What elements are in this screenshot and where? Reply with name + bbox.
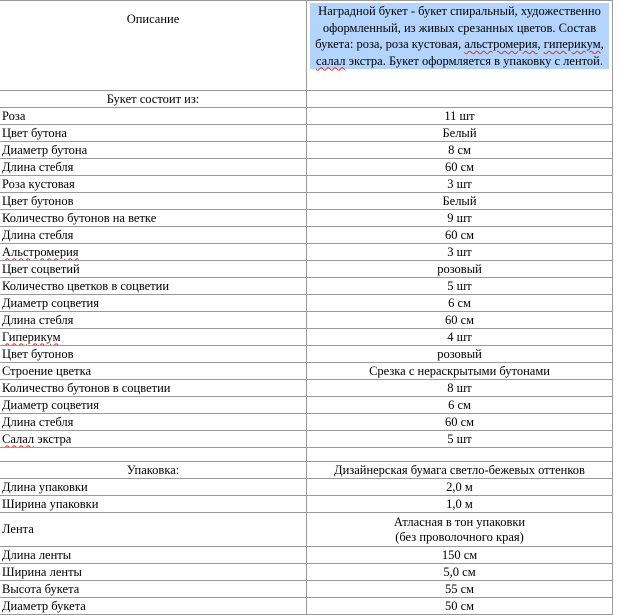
spellcheck-flagged-word: Салал xyxy=(2,431,35,446)
row-label-text: Роза кустовая xyxy=(2,176,75,191)
table-row xyxy=(0,397,613,414)
row-value xyxy=(307,513,613,547)
row-label-text: Цвет бутонов xyxy=(2,193,74,208)
composition-title-value xyxy=(307,91,613,108)
row-value: Срезка с нераскрытыми бутонами xyxy=(307,363,613,380)
table-row xyxy=(0,142,613,159)
description-fragment: экстра. Букет оформляется в упаковку с лентой. xyxy=(345,53,603,68)
row-label-text: Цвет бутона xyxy=(2,125,67,140)
row-value: 8 см xyxy=(307,142,613,159)
description-text-selected[interactable] xyxy=(310,3,609,69)
table-row xyxy=(0,564,613,581)
row-value: 50 см xyxy=(307,598,613,615)
row-label xyxy=(0,193,307,210)
row-label-text: Количество бутонов в соцветии xyxy=(2,380,171,395)
table-row xyxy=(0,278,613,295)
row-label xyxy=(0,397,307,414)
row-label: Лента xyxy=(0,513,307,547)
table-row xyxy=(0,312,613,329)
row-label: Длина упаковки xyxy=(0,479,307,496)
row-label xyxy=(0,159,307,176)
row-label xyxy=(0,142,307,159)
row-label-text: Длина стебля xyxy=(2,159,74,174)
table-row xyxy=(0,380,613,397)
row-label xyxy=(0,363,307,380)
table-row xyxy=(0,261,613,278)
row-value: 5 шт xyxy=(307,431,613,448)
header-row xyxy=(0,1,613,91)
row-label xyxy=(0,278,307,295)
row-label xyxy=(0,414,307,431)
table-row xyxy=(0,244,613,261)
row-label xyxy=(0,380,307,397)
table-row xyxy=(0,547,613,564)
row-value: розовый xyxy=(307,346,613,363)
row-value: 5,0 см xyxy=(307,564,613,581)
spellcheck-flagged-word: Гиперикум xyxy=(2,329,61,344)
row-value: 55 см xyxy=(307,581,613,598)
row-label-text: Роза xyxy=(2,108,26,123)
table-row xyxy=(0,581,613,598)
packaging-title: Упаковка: xyxy=(0,462,307,479)
row-label xyxy=(0,244,307,261)
row-value: 60 см xyxy=(307,312,613,329)
row-value-line: Атласная в тон упаковки xyxy=(393,514,526,529)
spellcheck-flagged-word: гиперикум xyxy=(543,37,601,51)
description-label: Описание xyxy=(0,1,307,91)
row-label: Высота букета xyxy=(0,581,307,598)
table-row xyxy=(0,496,613,513)
table-row xyxy=(0,329,613,346)
table-row xyxy=(0,479,613,496)
table-row xyxy=(0,125,613,142)
table-row xyxy=(0,513,613,547)
row-value: 150 см xyxy=(307,547,613,564)
spacer-row xyxy=(0,448,613,462)
row-value: Белый xyxy=(307,193,613,210)
spacer-cell xyxy=(307,448,613,462)
row-label-text: Диаметр бутона xyxy=(2,142,88,157)
row-label xyxy=(0,431,307,448)
table-row xyxy=(0,193,613,210)
row-label xyxy=(0,125,307,142)
row-value: 2,0 м xyxy=(307,479,613,496)
spellcheck-flagged-word: салал xyxy=(315,53,346,68)
table-row xyxy=(0,295,613,312)
row-label-text: Строение цветка xyxy=(2,363,92,378)
table-row xyxy=(0,414,613,431)
description-fragment: Наградной букет - букет спиральный, художественно оформленный, из живых срезанных цветов. Состав букета: роза, роза кустовая, xyxy=(315,4,601,51)
table-row xyxy=(0,346,613,363)
table-row xyxy=(0,210,613,227)
row-label xyxy=(0,227,307,244)
row-label-text: Цвет соцветий xyxy=(2,261,80,276)
row-label-text: Диаметр соцветия xyxy=(2,397,99,412)
row-value: 60 см xyxy=(307,227,613,244)
row-value: 3 шт xyxy=(307,244,613,261)
description-fragment: , xyxy=(537,37,544,51)
row-value: 11 шт xyxy=(307,108,613,125)
table-row xyxy=(0,159,613,176)
row-label-text: Количество бутонов на ветке xyxy=(2,210,157,225)
row-value: 9 шт xyxy=(307,210,613,227)
composition-title-row xyxy=(0,91,613,108)
composition-title: Букет состоит из: xyxy=(0,91,307,108)
spellcheck-flagged-word: альстромерия xyxy=(464,37,538,51)
row-label xyxy=(0,295,307,312)
row-label: Ширина упаковки xyxy=(0,496,307,513)
row-label: Диаметр букета xyxy=(0,598,307,615)
packaging-title-row xyxy=(0,462,613,479)
table-row xyxy=(0,108,613,125)
row-label: Длина ленты xyxy=(0,547,307,564)
row-value: 6 см xyxy=(307,397,613,414)
row-value: 4 шт xyxy=(307,329,613,346)
row-label-text: Количество цветков в соцветии xyxy=(2,278,170,293)
row-value: розовый xyxy=(307,261,613,278)
table-row xyxy=(0,176,613,193)
row-label-text: Длина стебля xyxy=(2,312,74,327)
spellcheck-flagged-word: Альстромерия xyxy=(2,244,79,259)
table-row xyxy=(0,598,613,615)
description-fragment: , xyxy=(600,37,604,51)
row-value: Белый xyxy=(307,125,613,142)
row-value: 60 см xyxy=(307,159,613,176)
row-label xyxy=(0,261,307,278)
row-label-rest: экстра xyxy=(34,431,72,446)
table-row xyxy=(0,431,613,448)
row-value: 3 шт xyxy=(307,176,613,193)
row-value: 5 шт xyxy=(307,278,613,295)
row-label xyxy=(0,329,307,346)
row-label xyxy=(0,346,307,363)
row-label-text: Длина стебля xyxy=(2,414,74,429)
row-value: 1,0 м xyxy=(307,496,613,513)
table-row xyxy=(0,363,613,380)
row-label-text: Диаметр соцветия xyxy=(2,295,99,310)
row-label xyxy=(0,176,307,193)
row-label xyxy=(0,210,307,227)
row-label-text: Длина стебля xyxy=(2,227,74,242)
row-value: 8 шт xyxy=(307,380,613,397)
row-value-line: (без проволочного края) xyxy=(395,529,524,544)
row-label xyxy=(0,108,307,125)
description-cell[interactable] xyxy=(307,1,613,91)
packaging-title-value: Дизайнерская бумага светло-бежевых оттенков xyxy=(307,462,613,479)
row-label: Ширина ленты xyxy=(0,564,307,581)
row-label-text: Цвет бутонов xyxy=(2,346,74,361)
table-row xyxy=(0,227,613,244)
spacer-cell xyxy=(0,448,307,462)
row-label xyxy=(0,312,307,329)
row-value: 6 см xyxy=(307,295,613,312)
row-value: 60 см xyxy=(307,414,613,431)
